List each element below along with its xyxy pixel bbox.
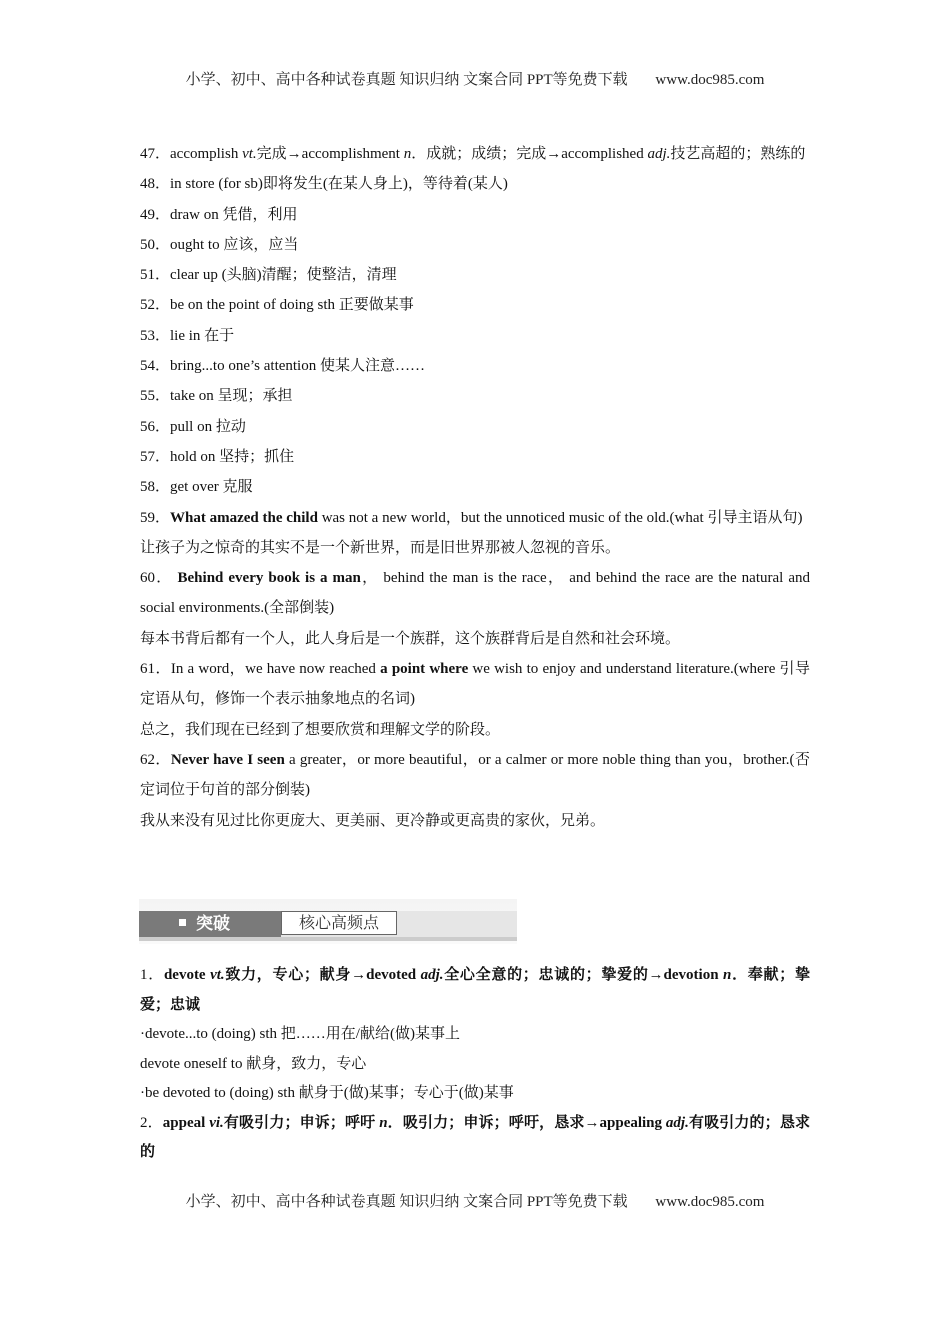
paragraph xyxy=(140,412,810,442)
text-segment: 57．hold on 坚持；抓住 xyxy=(140,448,295,465)
text-segment: 56．pull on 拉动 xyxy=(140,418,246,435)
text-segment: 48．in store (for sb)即将发生(在某人身上)，等待着(某人) xyxy=(140,176,508,193)
paragraph xyxy=(140,745,810,806)
text-segment: n xyxy=(403,146,412,162)
paragraph xyxy=(140,351,810,381)
text-segment: 55．take on 呈现；承担 xyxy=(140,388,293,405)
paragraph xyxy=(140,1109,810,1168)
bold-text: ．奉献；挚爱；忠诚 xyxy=(140,967,810,1013)
text-segment: 54．bring...to one’s attention 使某人注意…… xyxy=(140,358,425,375)
paragraph xyxy=(140,472,810,502)
footer-url[interactable]: www.doc985.com xyxy=(655,1194,765,1210)
bold-text: ．吸引力；申诉；呼吁，恳求→appealing xyxy=(387,1114,666,1131)
bold-text: 有吸引力的；恳求的 xyxy=(140,1114,810,1160)
vocabulary-list-section xyxy=(140,139,810,836)
bold-text: 有吸引力；申诉；呼吁 xyxy=(223,1114,380,1131)
text-segment: 51．clear up (头脑)清醒；使整洁，清理 xyxy=(140,267,397,284)
text-segment: 60． xyxy=(140,570,178,587)
text-segment: a greater，or more beautiful，or a calmer or more noble thing than you，brother.(否定词位于句首的部分倒装) xyxy=(140,751,810,799)
banner-tag: 核心高频点 xyxy=(281,911,397,935)
text-segment: we wish to enjoy and understand literature.(where 引导定语从句，修饰一个表示抽象地点的名词) xyxy=(140,661,810,708)
header-url[interactable]: www.doc985.com xyxy=(655,72,765,88)
text-segment: 完成→accomplishment xyxy=(256,146,404,162)
bold-text: devote xyxy=(163,967,211,983)
text-segment: 50．ought to 应该，应当 xyxy=(140,236,299,253)
paragraph xyxy=(140,654,810,715)
bold-text: appeal xyxy=(162,1114,210,1131)
banner-label: 突破 xyxy=(196,914,230,934)
paragraph xyxy=(140,139,810,169)
paragraph xyxy=(140,200,810,230)
bold-text: vi. xyxy=(209,1114,224,1131)
paragraph xyxy=(140,290,810,320)
text-segment: 技艺高超的；熟练的 xyxy=(670,146,806,162)
text-segment: 总之，我们现在已经到了想要欣赏和理解文学的阶段。 xyxy=(140,721,501,738)
text-segment: 让孩子为之惊奇的其实不是一个新世界，而是旧世界那被人忽视的音乐。 xyxy=(140,539,621,556)
paragraph xyxy=(140,715,810,745)
paragraph xyxy=(140,1079,810,1109)
paragraph xyxy=(140,1050,810,1080)
paragraph xyxy=(140,624,810,654)
paragraph xyxy=(140,260,810,290)
banner-label-box xyxy=(139,911,281,937)
header-text: 小学、初中、高中各种试卷真题 知识归纳 文案合同 PPT等免费下载 xyxy=(185,72,628,88)
paragraph xyxy=(140,1020,810,1050)
text-segment: was not a new world，but the unnoticed music of the old.(what 引导主语从句) xyxy=(317,509,803,526)
paragraph xyxy=(140,169,810,199)
text-segment: ·devote...to (doing) sth 把……用在/献给(做)某事上 xyxy=(140,1026,460,1042)
text-segment: 1． xyxy=(140,967,164,983)
section-banner xyxy=(139,899,517,944)
banner-underline xyxy=(139,937,517,941)
text-segment: adj. xyxy=(647,146,671,162)
text-segment: 61．In a word，we have now reached xyxy=(140,661,381,678)
bold-text: n xyxy=(379,1114,388,1131)
bold-text: n xyxy=(723,967,732,983)
text-segment: 53．lie in 在于 xyxy=(140,327,235,344)
text-segment: 58．get over 克服 xyxy=(140,479,253,496)
square-bullet-icon xyxy=(179,919,186,926)
text-segment: ．成就；成绩；完成→accomplished xyxy=(411,146,648,162)
text-segment: 47．accomplish xyxy=(140,146,243,162)
paragraph xyxy=(140,806,810,836)
page-footer xyxy=(0,1190,950,1211)
paragraph xyxy=(140,381,810,411)
footer-text: 小学、初中、高中各种试卷真题 知识归纳 文案合同 PPT等免费下载 xyxy=(185,1194,628,1210)
text-segment: 62． xyxy=(140,751,171,768)
paragraph xyxy=(140,503,810,533)
paragraph xyxy=(140,961,810,1020)
bold-text: Never have I seen xyxy=(170,751,285,768)
bold-text: What amazed the child xyxy=(170,509,318,526)
text-segment: 每本书背后都有一个人，此人身后是一个族群，这个族群背后是自然和社会环境。 xyxy=(140,630,681,647)
paragraph xyxy=(140,563,810,624)
text-segment: 52．be on the point of doing sth 正要做某事 xyxy=(140,297,414,314)
text-segment: devote oneself to 献身，致力，专心 xyxy=(140,1055,367,1072)
text-segment: ·be devoted to (doing) sth 献身于(做)某事；专心于(做)某事 xyxy=(140,1085,514,1101)
page-header xyxy=(0,68,950,89)
text-segment: 49．draw on 凭借，利用 xyxy=(140,206,298,223)
core-points-section xyxy=(140,961,810,1168)
text-segment: ， behind the man is the race， and behind the race are the natural and social environments.(全部倒装) xyxy=(140,570,810,617)
bold-text: a point where xyxy=(380,661,469,678)
text-segment: 59． xyxy=(140,509,171,526)
paragraph xyxy=(140,533,810,563)
paragraph xyxy=(140,442,810,472)
text-segment: 我从来没有见过比你更庞大、更美丽、更冷静或更高贵的家伙，兄弟。 xyxy=(140,812,606,829)
bold-text: adj. xyxy=(665,1114,689,1131)
bold-text: vt. xyxy=(210,967,225,983)
bold-text: Behind every book is a man xyxy=(177,570,361,587)
paragraph xyxy=(140,321,810,351)
bold-text: 全心全意的；忠诚的；挚爱的→devotion xyxy=(443,967,724,983)
bold-text: 致力，专心；献身→devoted xyxy=(224,967,421,983)
text-segment: vt. xyxy=(242,146,257,162)
text-segment: 2． xyxy=(140,1114,163,1131)
paragraph xyxy=(140,230,810,260)
bold-text: adj. xyxy=(420,967,444,983)
